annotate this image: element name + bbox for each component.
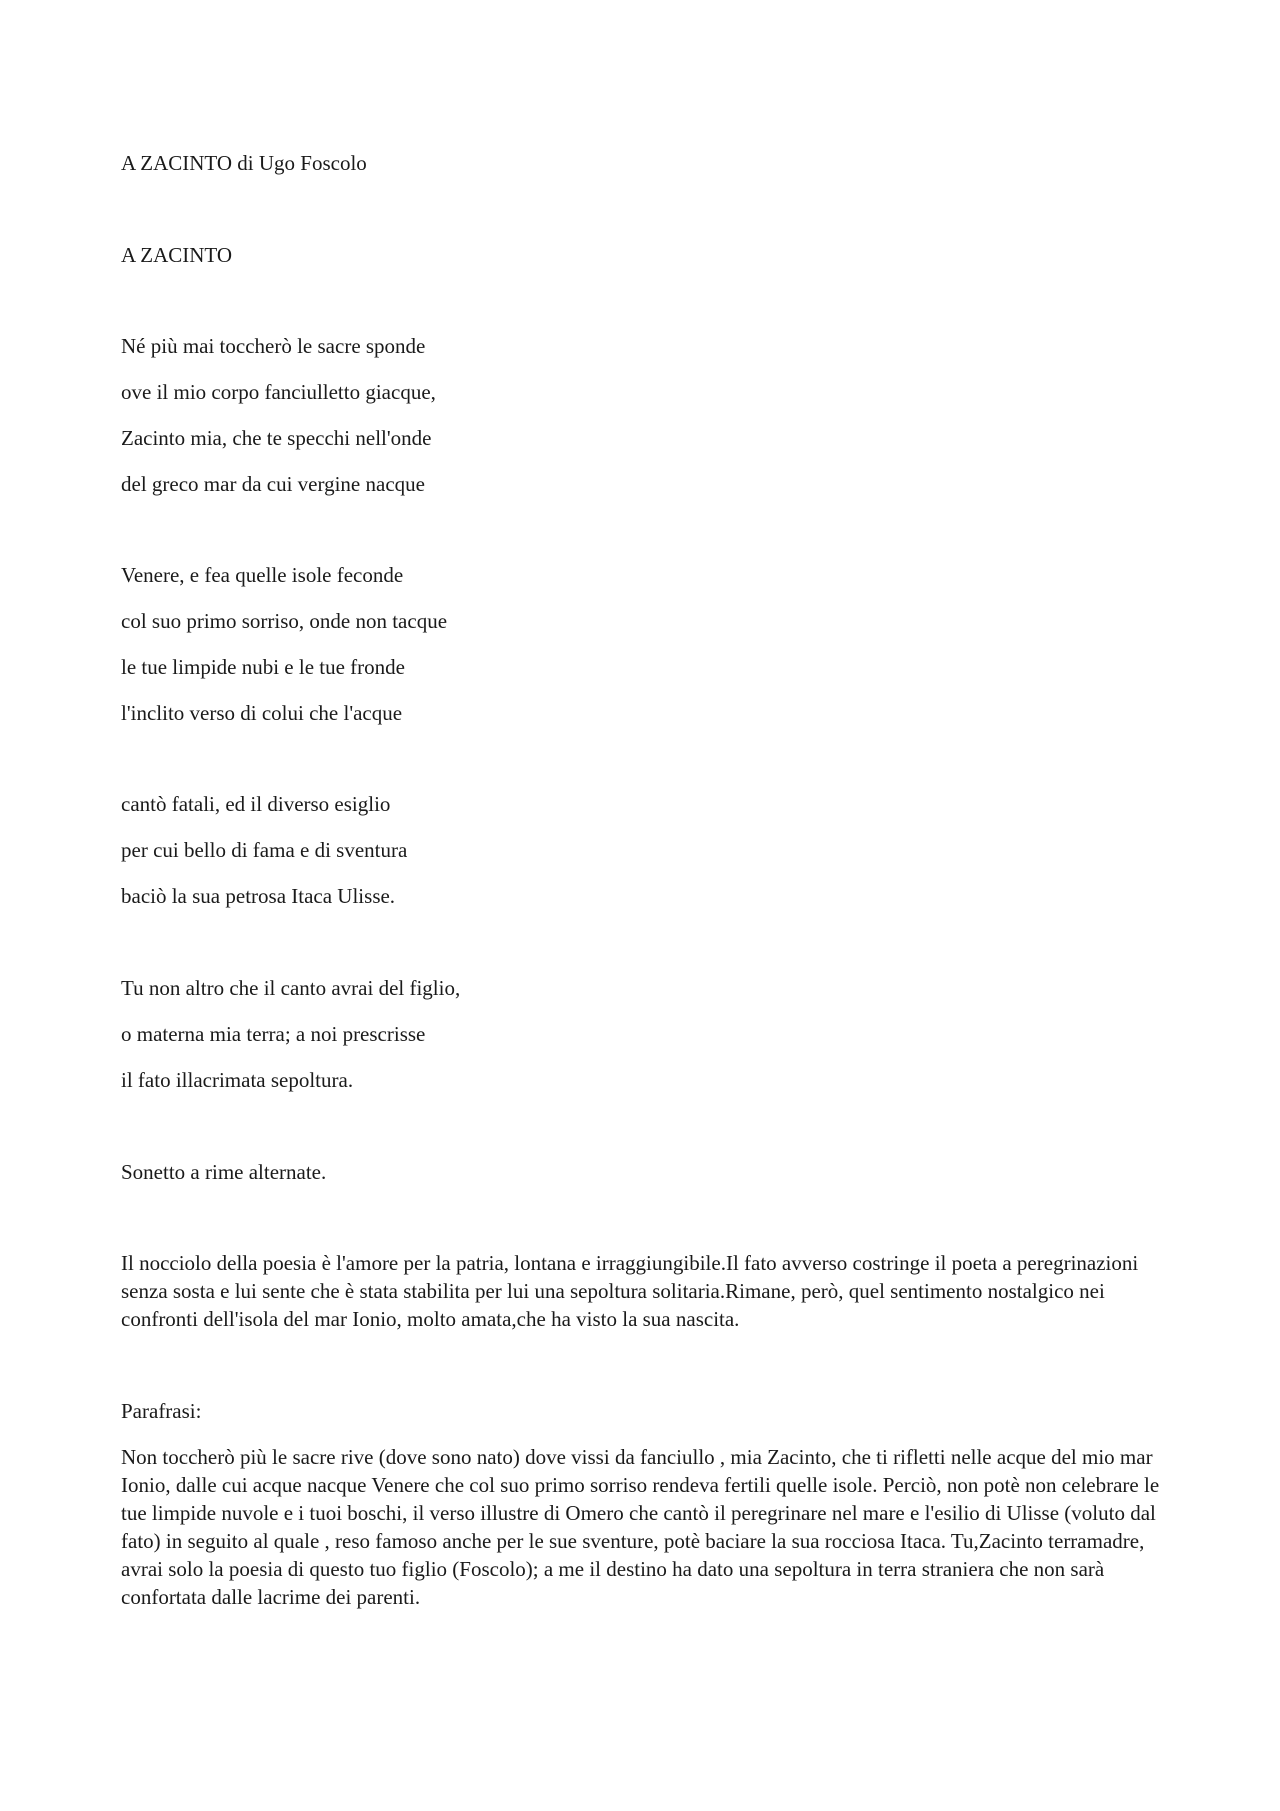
poem-line: ove il mio corpo fanciulletto giacque, (121, 380, 436, 404)
poem-line: l'inclito verso di colui che l'acque (121, 701, 403, 725)
poem-line: cantò fatali, ed il diverso esiglio (121, 792, 391, 816)
poem-line: del greco mar da cui vergine nacque (121, 472, 425, 496)
poem-line: Tu non altro che il canto avrai del figlio, (121, 976, 461, 1000)
poem-line: Venere, e fea quelle isole feconde (121, 563, 404, 587)
paraphrase-heading: Parafrasi: (121, 1399, 202, 1423)
poem-line: il fato illacrimata sepoltura. (121, 1068, 354, 1092)
poem-line: le tue limpide nubi e le tue fronde (121, 655, 405, 679)
poem-line: col suo primo sorriso, onde non tacque (121, 609, 448, 633)
document-header-title: A ZACINTO di Ugo Foscolo (121, 151, 367, 175)
poem-line: o materna mia terra; a noi prescrisse (121, 1022, 426, 1046)
summary-paragraph: Il nocciolo della poesia è l'amore per la patria, lontana e irraggiungibile.Il fato avverso costringe il poeta a peregrinazioni senza sosta e lui sente che è stata stabilita per lui una sepoltura solitaria.Rimane, però, quel sentimento nostalgico nei confronti dell'isola del mar Ionio, molto amata,che ha visto la sua nascita. (121, 1251, 1139, 1331)
poem-line: Zacinto mia, che te specchi nell'onde (121, 426, 432, 450)
poem-line: baciò la sua petrosa Itaca Ulisse. (121, 884, 396, 908)
form-note: Sonetto a rime alternate. (121, 1160, 327, 1184)
poem-title: A ZACINTO (121, 243, 233, 267)
paraphrase-paragraph: Non toccherò più le sacre rive (dove sono nato) dove vissi da fanciullo , mia Zacinto, che ti rifletti nelle acque del mio mar Ionio, dalle cui acque nacque Venere che col suo primo sorriso rendeva fertili quelle isole. Perciò, non potè non celebrare le tue limpide nuvole e i tuoi boschi, il verso illustre di Omero che cantò il peregrinare nel mare e l'esilio di Ulisse (voluto dal fato) in seguito al quale , reso famoso anche per le sue sventure, potè baciare la sua rocciosa Itaca. Tu,Zacinto terramadre, avrai solo la poesia di questo tuo figlio (Foscolo); a me il destino ha dato una sepoltura in terra straniera che non sarà confortata dalle lacrime dei parenti. (121, 1445, 1160, 1609)
poem-line: per cui bello di fama e di sventura (121, 838, 408, 862)
poem-line: Né più mai toccherò le sacre sponde (121, 334, 426, 358)
